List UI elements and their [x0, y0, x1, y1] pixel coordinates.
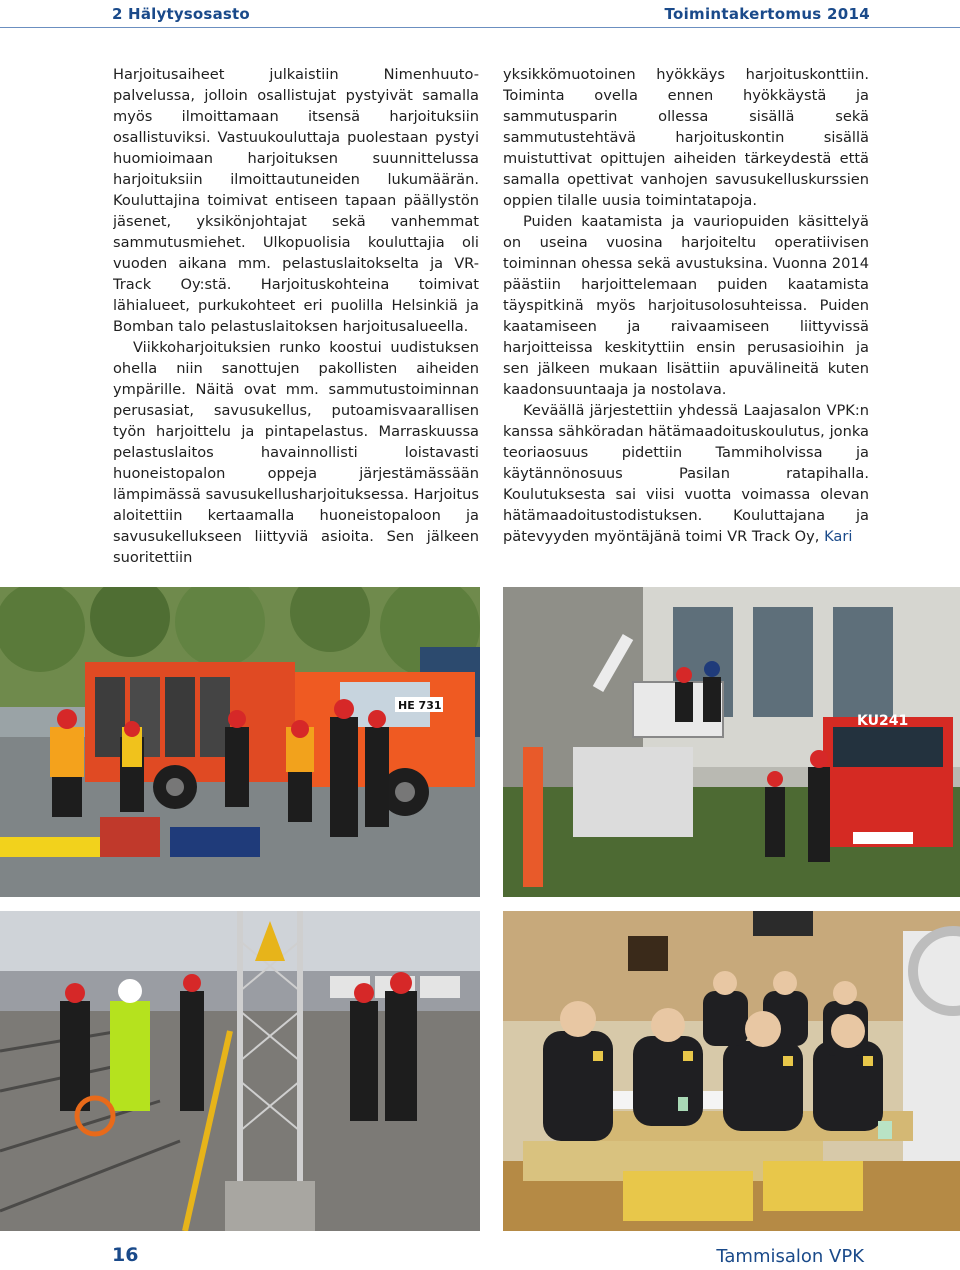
paragraph: Puiden kaatamista ja vauriopuiden käsittelyä on useina vuosina harjoiteltu operatiivisen toiminnan ohessa sekä avustuksina. Vuonna 2014 päästiin harjoittelemaan puiden kaatamista täyspitkinä myös harjoitusolosuhteissa. Puiden kaatamiseen ja raivaamiseen liittyvissä harjoitteissa keskityttiin ensin perusasioihin ja sen jälkeen mukaan lisättiin apuvälineitä kuten kaadonsuuntaaja ja nostolava. — [503, 213, 869, 398]
paragraph: yksikkömuotoinen hyökkäys harjoituskonttiin. Toiminta ovella ennen hyökkäystä ja sammutusparin ollessa sisällä sekä sammutustehtävä harjoituskontin sisällä muistuttivat opittujen aiheiden tärkeydestä että samalla opettivat vanhojen savusukelluskurssien oppien tilalle uusia toimintatapoja. — [503, 66, 869, 209]
photo-aerial-platform — [503, 587, 960, 897]
text-column-right — [503, 64, 869, 564]
organization-name: Tammisalon VPK — [716, 1246, 864, 1267]
section-title: 2 Hälytysosasto — [112, 5, 250, 23]
header-rule — [0, 27, 960, 28]
page-number: 16 — [112, 1244, 139, 1266]
paragraph-text: Keväällä järjestettiin yhdessä Laajasalon VPK:n kanssa sähköradan hätämaadoituskoulutus, jonka teoriaosuus pidettiin Tammiholvissa ja käytännönosuus Pasilan ratapihalla. Koulutuksesta sai viisi vuotta voimassa olevan hätämaadoitustodistuksen. Kouluttajana ja pätevyyden myöntäjänä toimi VR Track Oy, — [503, 402, 869, 545]
photo-classroom-training — [503, 911, 960, 1231]
text-column-left — [113, 64, 479, 564]
paragraph: Viikkoharjoituksien runko koostui uudistuksen ohella niin sanottujen pakollisten aiheiden ympärille. Näitä ovat mm. sammutustoiminnan perusasiat, savusukellus, putoamisvaarallisen työn harjoittelu ja pintapelastus. Marraskuussa pelastuslaitos havainnollisti loistavasti huoneistopalon oppeja järjestämässään lämpimässä savusukellusharjoituksessa. Harjoitus aloitettiin kertaamalla huoneistopaloon ja savusukellukseen liittyviä asioita. Sen jälkeen suoritettiin — [113, 339, 479, 564]
photo-fire-truck-training — [0, 587, 480, 897]
photo-rail-grounding-training — [0, 911, 480, 1231]
truck-plate-text: HE 731 — [398, 699, 442, 712]
truck-plate-text: KU241 — [857, 713, 909, 729]
page-header — [0, 0, 960, 28]
page-footer — [0, 1234, 960, 1270]
publication-title: Toimintakertomus 2014 — [664, 5, 870, 23]
paragraph — [503, 400, 869, 547]
name-link[interactable]: Kari — [824, 528, 853, 545]
paragraph: Harjoitusaiheet julkaistiin Nimenhuuto-palvelussa, jolloin osallistujat pystyivät samalla myös ilmoittamaan itsensä harjoituksiin osallistuviksi. Vastuukouluttaja puolestaan pystyi huomioimaan harjoituksen suunnittelussa harjoituksiin ilmoittautuneiden lukumäärän. Kouluttajina toimivat entiseen tapaan päällystön jäsenet, yksikönjohtajat sekä vanhemmat sammutusmiehet. Ulkopuolisia kouluttajia oli vuoden aikana mm. pelastuslaitokselta ja VR-Track Oy:stä. Harjoituskohteina toimivat lähialueet, purkukohteet eri puolilla Helsinkiä ja Bomban talo pelastuslaitoksen harjoitusalueella. — [113, 66, 479, 335]
